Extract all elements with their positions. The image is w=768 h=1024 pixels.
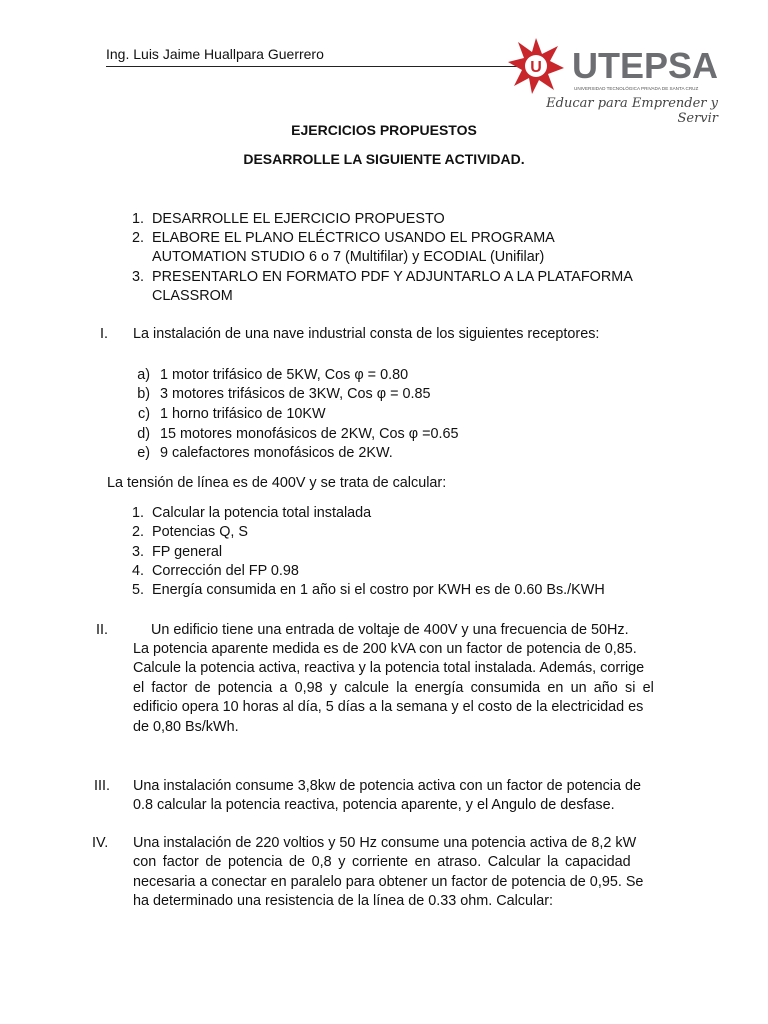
logo-tagline: Educar para Emprender y Servir xyxy=(546,96,718,126)
voltage-statement: La tensión de línea es de 400V y se trata de calcular: xyxy=(107,475,447,491)
section-numeral: I. xyxy=(100,326,108,342)
logo-wordmark: UTEPSA xyxy=(572,45,718,86)
section-numeral: IV. xyxy=(92,835,109,851)
sub-title: DESARROLLE LA SIGUIENTE ACTIVIDAD. xyxy=(243,151,525,167)
utepsa-star-icon xyxy=(508,34,718,96)
section-numeral: III. xyxy=(94,778,110,794)
list-item-continuation: CLASSROM xyxy=(152,288,233,304)
utepsa-logo xyxy=(508,34,718,126)
svg-text:U: U xyxy=(530,59,542,76)
author-name: Ing. Luis Jaime Huallpara Guerrero xyxy=(106,46,324,62)
list-item-continuation: AUTOMATION STUDIO 6 o 7 (Multifilar) y ECODIAL (Unifilar) xyxy=(152,249,545,265)
section1-intro: La instalación de una nave industrial consta de los siguientes receptores: xyxy=(133,326,600,342)
logo-subtitle: UNIVERSIDAD TECNOLÓGICA PRIVADA DE SANTA CRUZ xyxy=(574,86,699,91)
section-numeral: II. xyxy=(96,622,108,638)
main-title: EJERCICIOS PROPUESTOS xyxy=(291,122,477,138)
header-rule xyxy=(106,66,518,67)
